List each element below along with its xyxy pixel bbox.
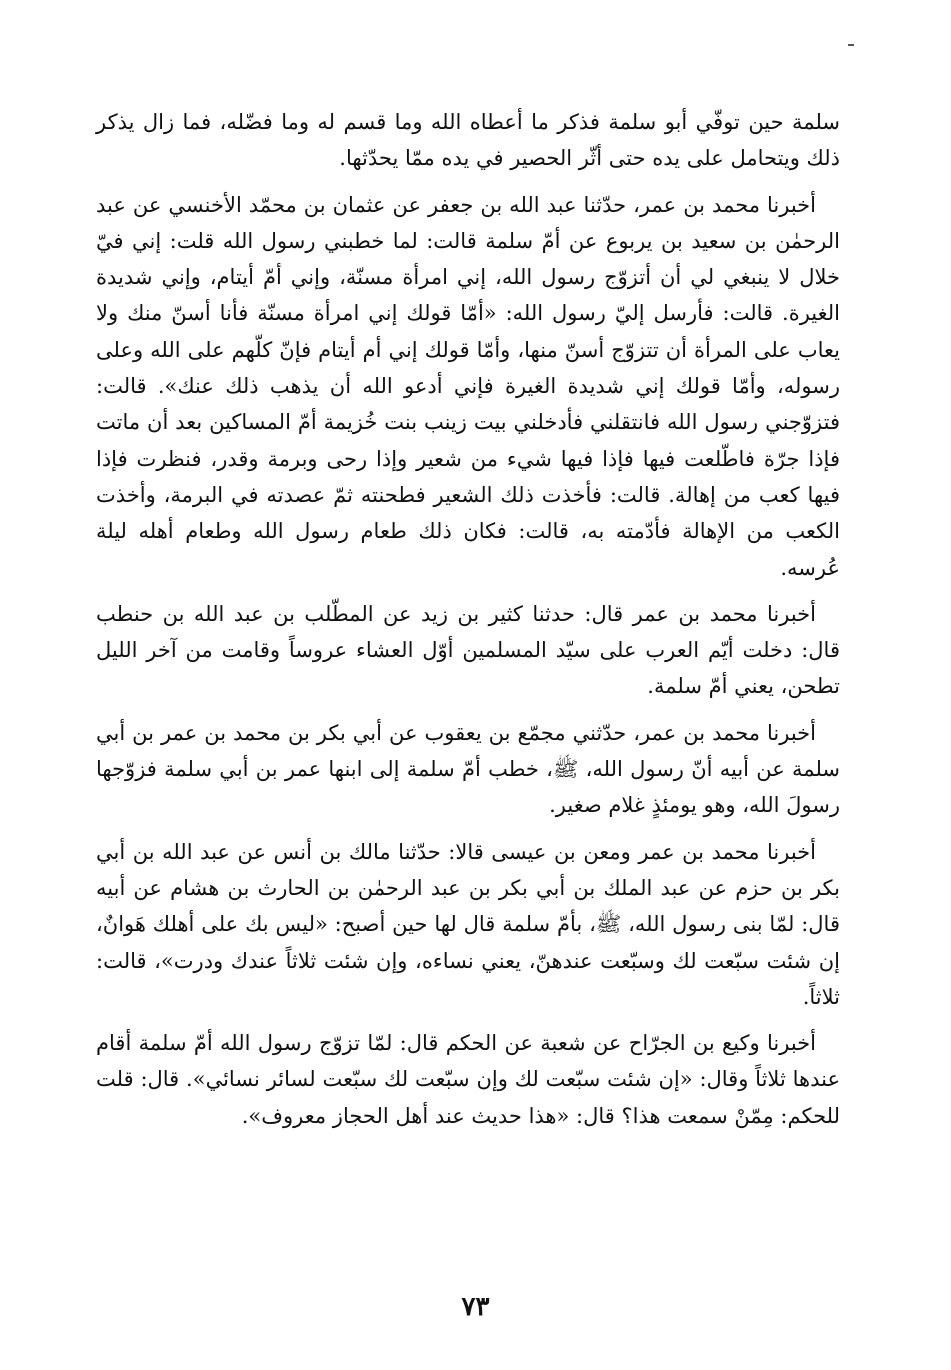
page-number: ٧٣ — [461, 1292, 490, 1322]
paragraph-malik-narration: أخبرنا محمد بن عمر ومعن بن عيسى قالا: حدّثنا مالك بن أنس عن عبد الله بن أبي بكر بن حزم عن عبد الملك بن أبي بكر بن عبد الرحمٰن بن الحارث بن هشام عن أبيه قال: لمّا بنى رسول الله، ﷺ، بأمّ سلمة قال لها حين أصبح: «ليس بك على أهلك هَوانٌ، إن شئت سبّعت لك وسبّعت عندهنّ، يعني نساءه، وإن شئت ثلاثاً عندك ودرت»، قالت: ثلاثاً. — [96, 839, 840, 1009]
paragraph-muttalib-narration: أخبرنا محمد بن عمر قال: حدثنا كثير بن زيد عن المطّلب بن عبد الله بن حنطب قال: دخلت أيّم العرب على سيّد المسلمين أوّل العشاء عروساً وقامت من آخر الليل تطحن، يعني أمّ سلمة. — [96, 601, 840, 699]
paragraph-waki-narration: أخبرنا وكيع بن الجرّاح عن شعبة عن الحكم قال: لمّا تزوّج رسول الله أمّ سلمة أقام عندها ثلاثاً وقال: «إن شئت سبّعت لك وإن سبّعت لك سبّعت لسائر نسائي». قال: قلت للحكم: مِمّنْ سمعت هذا؟ قال: «هذا حديث عند أهل الحجاز معروف». — [96, 1031, 840, 1128]
body-text — [96, 104, 840, 1144]
scan-mark — [848, 44, 854, 46]
paragraph-continuation: سلمة حين توفّي أبو سلمة فذكر ما أعطاه الله وما قسم له وما فضّله، فما زال يذكر ذلك ويتحامل على يده حتى أثّر الحصير في يده ممّا يحدّثها. — [96, 110, 840, 171]
paragraph-mujammi-narration: أخبرنا محمد بن عمر، حدّثني مجمّع بن يعقوب عن أبي بكر بن محمد بن عمر بن أبي سلمة عن أبيه أنّ رسول الله، ﷺ، خطب أمّ سلمة إلى ابنها عمر بن أبي سلمة فزوّجها رسولَ الله، وهو يومئذٍ غلام صغير. — [96, 720, 840, 818]
paragraph-umm-salama-marriage: أخبرنا محمد بن عمر، حدّثنا عبد الله بن جعفر عن عثمان بن محمّد الأخنسي عن عبد الرحمٰن بن سعيد بن يربوع عن أمّ سلمة قالت: لما خطبني رسول الله قلت: إني فيّ خلال لا ينبغي لي أن أتزوّج رسول الله، إني امرأة مسنّة، وإني أمّ أيتام، وإني شديدة الغيرة. قالت: فأرسل إليّ رسول الله: «أمّا قولك إني امرأة مسنّة فأنا أسنّ منك ولا يعاب على المرأة أن تتزوّج أسنّ منها، وأمّا قولك إني أم أيتام فإنّ كلّهم على الله وعلى رسوله، وأمّا قولك إني شديدة الغيرة فإني أدعو الله أن يذهب ذلك عنك». قالت: فتزوّجني رسول الله فانتقلني فأدخلني بيت زينب بنت خُزيمة أمّ المساكين بعد أن ماتت فإذا جرّة فاطّلعت فيها فإذا فيها شيء من شعير وإذا رحى وبرمة وقدر، فنظرت فإذا فيها كعب من إهالة. قالت: فأخذت ذلك الشعير فطحنته ثمّ عصدته في البرمة، وأخذت الكعب من الإهالة فأدّمته به، قالت: فكان ذلك طعام رسول الله وطعام أهله ليلة عُرسه. — [96, 192, 840, 580]
